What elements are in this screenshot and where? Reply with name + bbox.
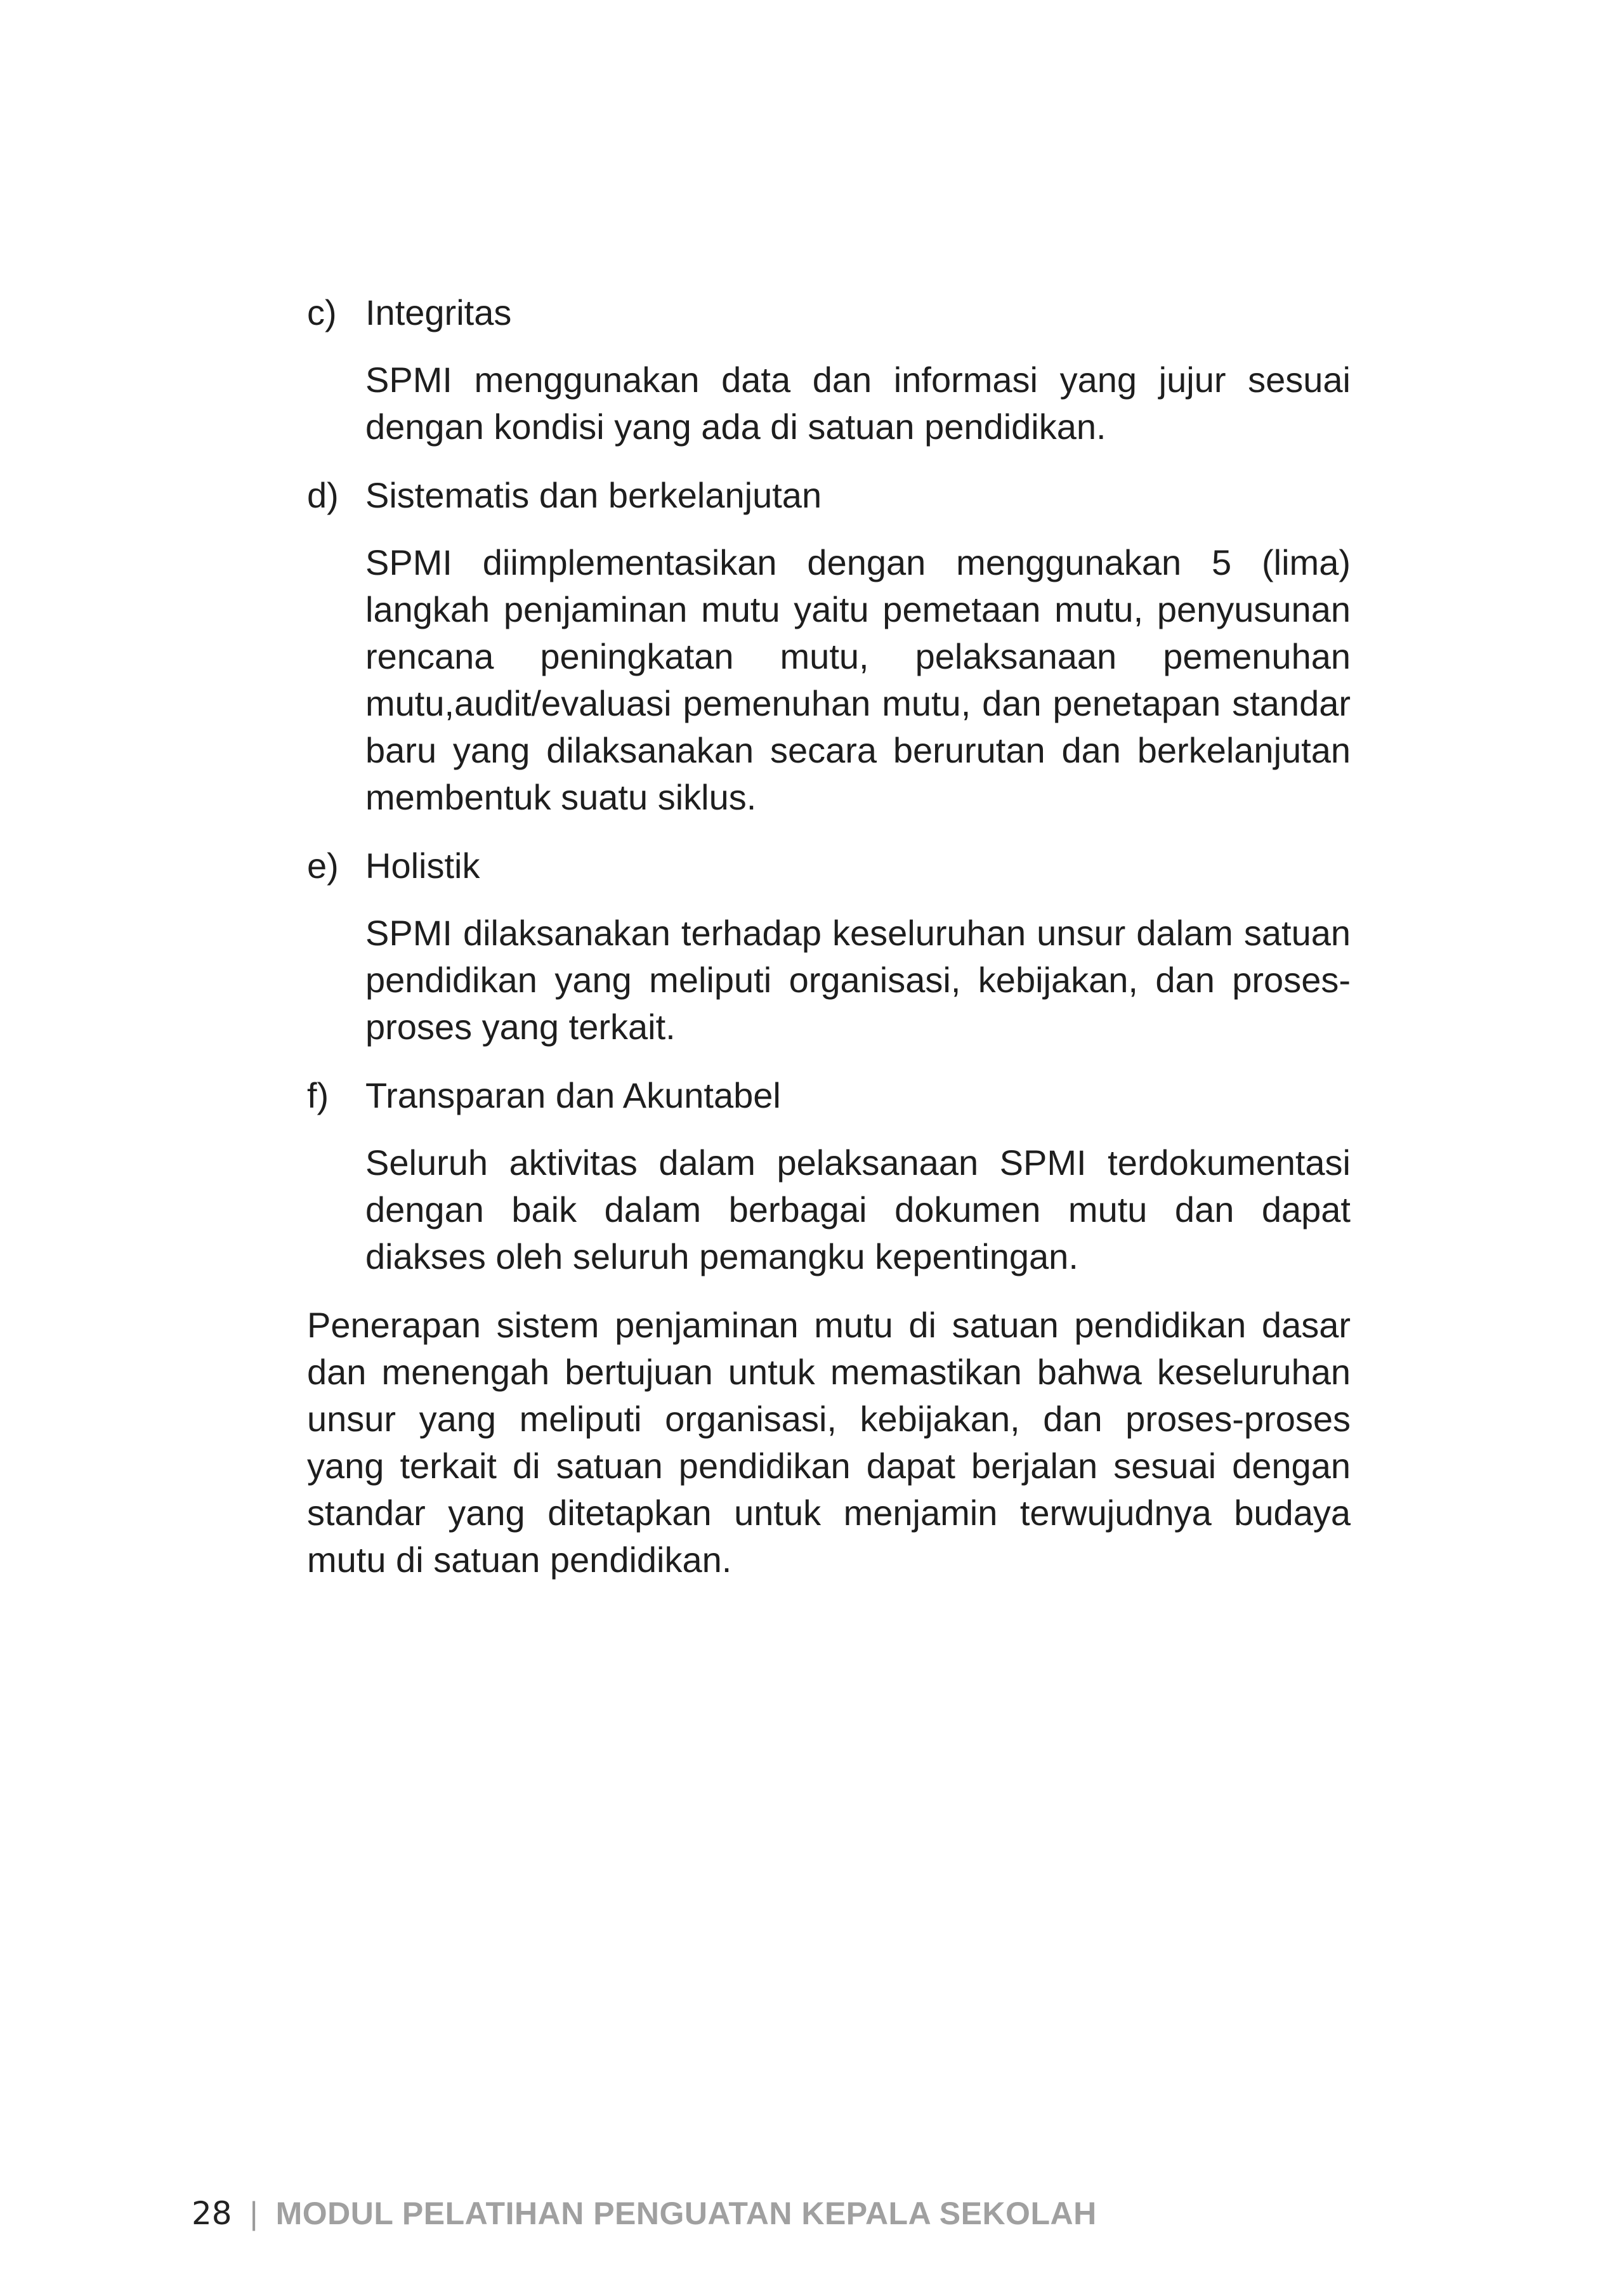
item-letter: c) [307,292,337,332]
page-content [307,289,1351,1583]
list-item-sistematis [307,472,1351,821]
page-footer [192,2191,1097,2236]
list-item-integritas [307,289,1351,450]
item-body: SPMI dilaksanakan terhadap keseluruhan unsur dalam satuan pendidikan yang meliputi organisasi, kebijakan, dan proses-proses yang terkait. [365,913,1351,1047]
item-title: Transparan dan Akuntabel [365,1075,781,1115]
item-body: Seluruh aktivitas dalam pelaksanaan SPMI terdokumentasi dengan baik dalam berbagai dokumen mutu dan dapat diakses oleh seluruh pemangku kepentingan. [365,1143,1351,1276]
item-heading [307,472,1351,519]
closing-paragraph: Penerapan sistem penjaminan mutu di satuan pendidikan dasar dan menengah bertujuan untuk memastikan bahwa keseluruhan unsur yang meliputi organisasi, kebijakan, dan proses-proses yang terkait di satuan pendidikan dapat berjalan sesuai dengan standar yang ditetapkan untuk menjamin terwujudnya budaya mutu di satuan pendidikan. [307,1305,1351,1580]
item-heading [307,842,1351,889]
list-item-transparan [307,1072,1351,1280]
item-letter: f) [307,1075,329,1115]
item-body: SPMI menggunakan data dan informasi yang jujur sesuai dengan kondisi yang ada di satuan pendidikan. [365,360,1351,447]
item-heading [307,289,1351,336]
item-title: Holistik [365,846,480,886]
item-title: Integritas [365,292,512,332]
footer-title: MODUL PELATIHAN PENGUATAN KEPALA SEKOLAH [275,2196,1097,2231]
item-letter: d) [307,475,339,515]
item-letter: e) [307,846,339,886]
item-heading [307,1072,1351,1119]
footer-separator: | [249,2196,258,2231]
item-body: SPMI diimplementasikan dengan menggunakan 5 (lima) langkah penjaminan mutu yaitu pemetaan mutu, penyusunan rencana peningkatan mutu, pelaksanaan pemenuhan mutu,audit/evaluasi pemenuhan mutu, dan penetapan standar baru yang dilaksanakan secara berurutan dan berkelanjutan membentuk suatu siklus. [365,542,1351,817]
list-item-holistik [307,842,1351,1051]
item-title: Sistematis dan berkelanjutan [365,475,822,515]
page-number: 28 [192,2195,232,2232]
